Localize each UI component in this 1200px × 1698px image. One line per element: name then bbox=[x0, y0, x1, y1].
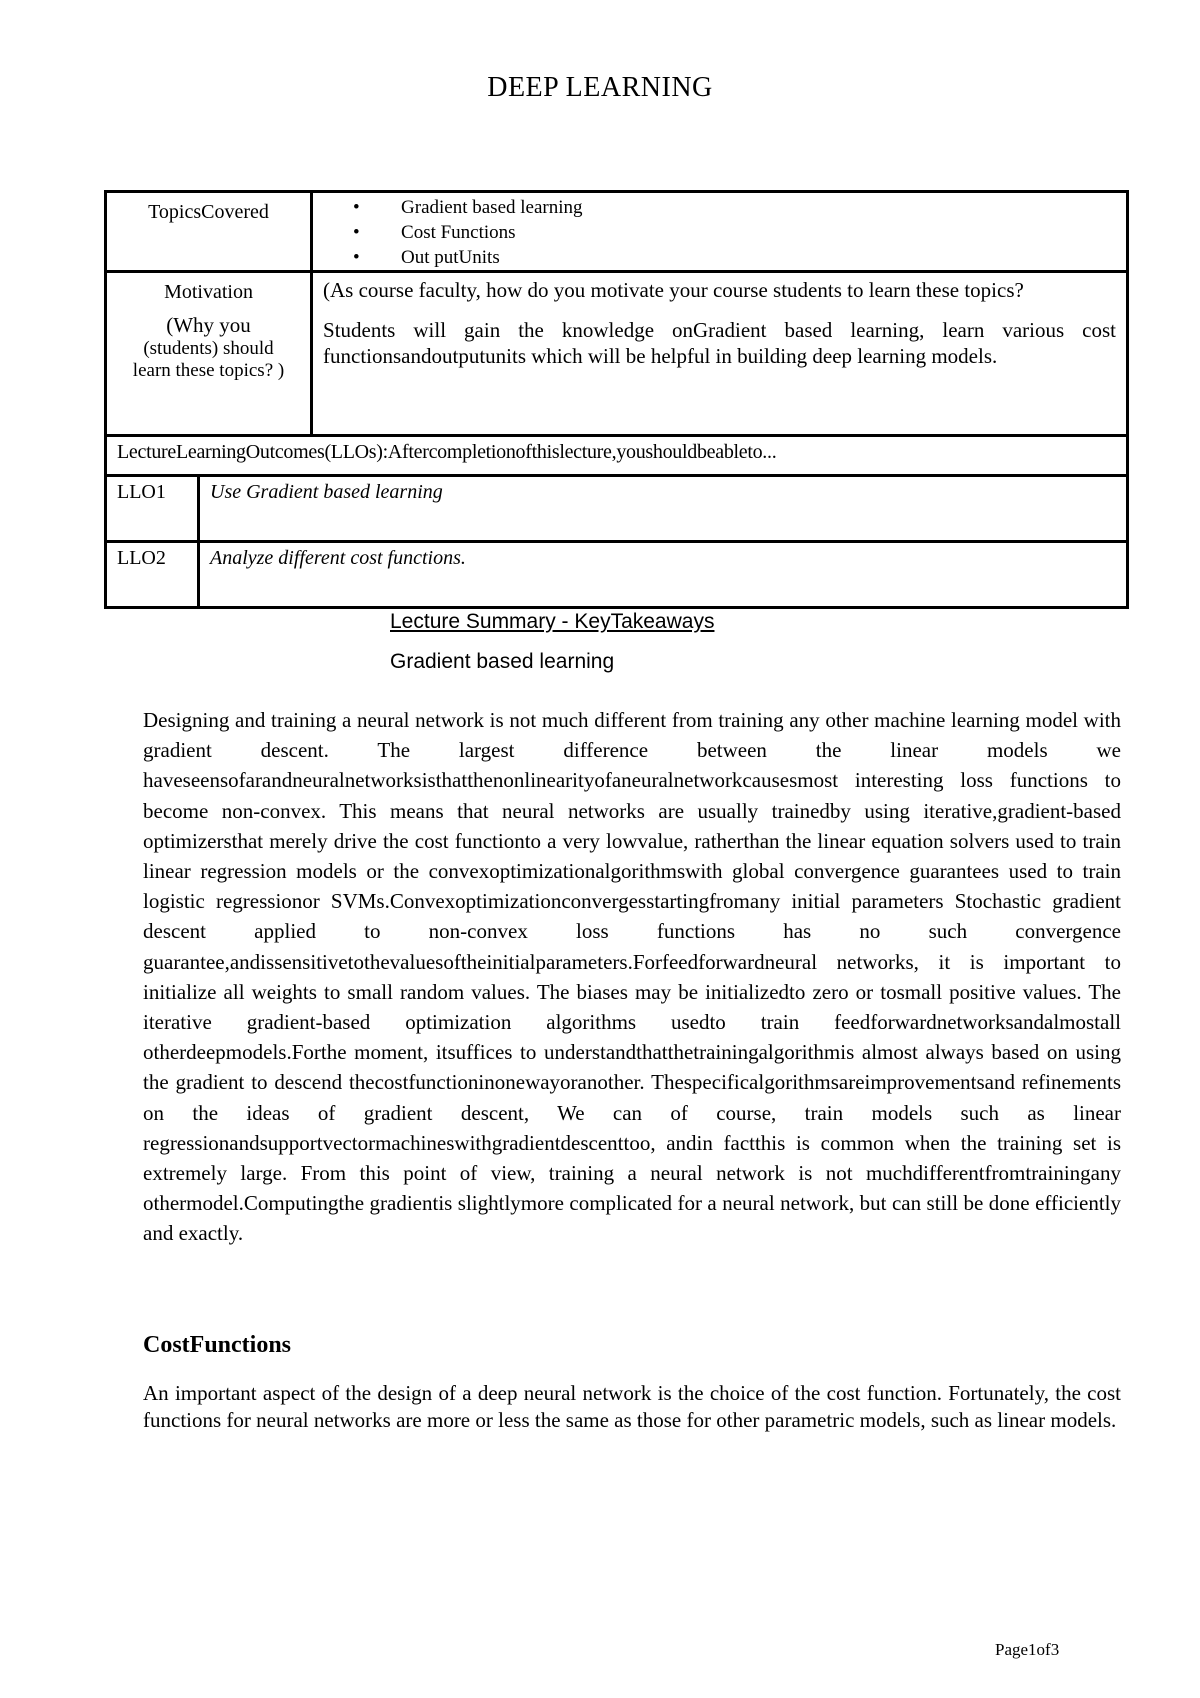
llo-text: Use Gradient based learning bbox=[199, 476, 1128, 542]
page-title: DEEP LEARNING bbox=[487, 72, 713, 103]
page-number: Page1of3 bbox=[995, 1640, 1060, 1659]
topics-list bbox=[313, 195, 1126, 270]
llo-header: LectureLearningOutcomes(LLOs):Aftercompletionofthislecture,youshouldbeableto... bbox=[106, 436, 1128, 476]
summary-paragraph: Designing and training a neural network is not much different from training any other machine learning model with gradient descent. The largest difference between the linear models we haveseensofarandneuralnetworksisthatthenonlinearityofaneuralnetworkcausesmost interesting loss functions to become non-convex. This means that neural networks are usually trainedby using iterative,gradient-based optimizersthat merely drive the cost functionto a very lowvalue, ratherthan the linear equation solvers used to train linear regression models or the convexoptimizationalgorithmswith global convergence guarantees used to train logistic regressionor SVMs.Convexoptimizationconvergesstartingfromany initial parameters Stochastic gradient descent applied to non-convex loss functions has no such convergence guarantee,andissensitivetothevaluesoftheinitialparameters.Forfeedforwardneural networks, it is important to initialize all weights to small random values. The biases may be initializedto zero or tosmall positive values. The iterative gradient-based optimization algorithms usedto train feedforwardnetworksandalmostall otherdeepmodels.Forthe moment, itsuffices to understandthatthetrainingalgorithmis almost always based on using the gradient to descend thecostfunctioninonewayoranother. Thespecificalgorithmsareimprovementsand refinements on the ideas of gradient descent, We can of course, train models such as linear regressionandsupportvectormachineswithgradientdescenttoo, andin factthis is common when the training set is extremely large. From this point of view, training a neural network is not muchdifferentfromtrainingany othermodel.Computingthe gradientis slightlymore complicated for a neural network, but can still be done efficiently and exactly. bbox=[143, 708, 1121, 1246]
llo-text: Analyze different cost functions. bbox=[199, 542, 1128, 608]
topic-item: • Out putUnits bbox=[353, 245, 1126, 270]
llo-row bbox=[106, 542, 1128, 608]
lecture-info-table bbox=[104, 190, 1129, 609]
motivation-body bbox=[312, 272, 1128, 436]
llo-code: LLO2 bbox=[106, 542, 199, 608]
motivation-answer: Students will gain the knowledge onGradient based learning, learn various cost functionsandoutputunits which will be helpful in building deep learning models. bbox=[323, 318, 1117, 368]
topic-item: • Cost Functions bbox=[353, 220, 1126, 245]
llo-row bbox=[106, 476, 1128, 542]
section-title: Gradient based learning bbox=[390, 650, 615, 673]
motivation-label: Motivation bbox=[164, 281, 253, 303]
motivation-sublabel: (Why you bbox=[166, 313, 251, 337]
topics-row bbox=[106, 192, 1128, 272]
topics-cell bbox=[312, 192, 1128, 272]
motivation-question: (As course faculty, how do you motivate your course students to learn these topics? bbox=[323, 278, 1024, 302]
topics-label: TopicsCovered bbox=[106, 192, 312, 272]
topic-item: • Gradient based learning bbox=[353, 195, 1126, 220]
cost-functions-heading: CostFunctions bbox=[143, 1332, 292, 1358]
llo-code: LLO1 bbox=[106, 476, 199, 542]
motivation-sublabel: (students) should bbox=[143, 338, 274, 359]
llo-header-row bbox=[106, 436, 1128, 476]
motivation-sublabel: learn these topics? ) bbox=[132, 360, 285, 381]
summary-heading: Lecture Summary - KeyTakeaways bbox=[390, 610, 715, 633]
motivation-row bbox=[106, 272, 1128, 436]
cost-functions-paragraph: An important aspect of the design of a deep neural network is the choice of the cost function. Fortunately, the cost functions for neural networks are more or less the same as those for other parametric models, such as linear models. bbox=[143, 1381, 1121, 1432]
motivation-label-cell bbox=[106, 272, 312, 436]
